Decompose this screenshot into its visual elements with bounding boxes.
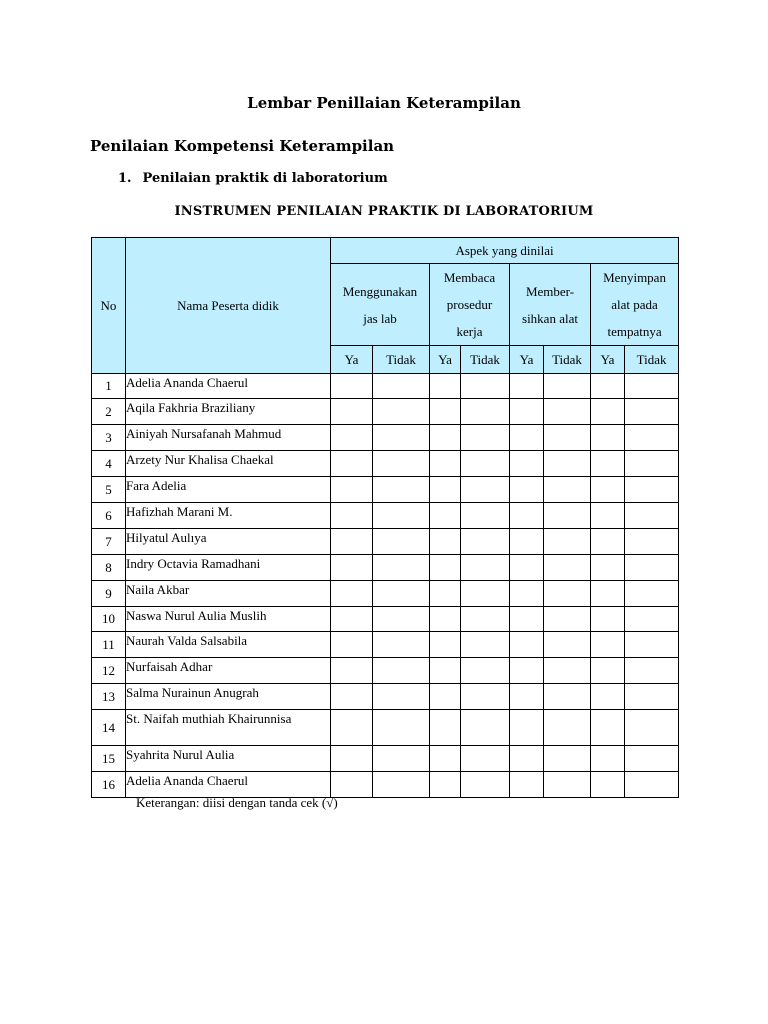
check-cell-tidak[interactable] <box>461 658 510 684</box>
check-cell-tidak[interactable] <box>544 529 591 555</box>
check-cell-ya[interactable] <box>510 425 544 451</box>
student-name: Aqila Fakhria Braziliany <box>126 399 331 425</box>
check-cell-ya[interactable] <box>510 746 544 772</box>
check-cell-ya[interactable] <box>591 477 625 503</box>
check-cell-ya[interactable] <box>331 503 373 529</box>
row-number: 11 <box>92 632 126 658</box>
check-cell-tidak[interactable] <box>461 477 510 503</box>
check-cell-tidak[interactable] <box>544 581 591 607</box>
check-cell-ya[interactable] <box>430 503 461 529</box>
aspect-label-line: sihkan alat <box>522 310 578 326</box>
table-row <box>92 684 679 710</box>
row-number: 10 <box>92 607 126 632</box>
check-cell-ya[interactable] <box>430 658 461 684</box>
table-row <box>92 374 679 399</box>
check-cell-ya[interactable] <box>331 451 373 477</box>
check-cell-tidak[interactable] <box>373 658 430 684</box>
student-name: Nurfaisah Adhar <box>126 658 331 684</box>
check-cell-tidak[interactable] <box>461 399 510 425</box>
check-cell-tidak[interactable] <box>625 374 679 399</box>
student-name: Adelia Ananda Chaerul <box>126 772 331 798</box>
aspect-label-line: alat pada <box>611 297 658 312</box>
check-cell-tidak[interactable] <box>373 555 430 581</box>
header-ya: Ya <box>591 346 625 374</box>
check-cell-tidak[interactable] <box>625 746 679 772</box>
check-cell-ya[interactable] <box>331 746 373 772</box>
header-no: No <box>92 238 126 374</box>
check-cell-ya[interactable] <box>331 632 373 658</box>
check-cell-ya[interactable] <box>430 632 461 658</box>
row-number: 7 <box>92 529 126 555</box>
table-row <box>92 503 679 529</box>
check-cell-tidak[interactable] <box>373 425 430 451</box>
check-cell-tidak[interactable] <box>625 772 679 798</box>
table-row <box>92 772 679 798</box>
check-cell-ya[interactable] <box>430 425 461 451</box>
check-cell-ya[interactable] <box>591 581 625 607</box>
aspect-label-line: jas lab <box>363 310 397 326</box>
row-number: 3 <box>92 425 126 451</box>
check-cell-ya[interactable] <box>331 399 373 425</box>
assessment-table <box>91 237 679 798</box>
check-cell-tidak[interactable] <box>544 710 591 746</box>
check-cell-tidak[interactable] <box>373 477 430 503</box>
aspect-label-line: kerja <box>456 324 483 339</box>
check-cell-tidak[interactable] <box>373 399 430 425</box>
row-number: 14 <box>92 710 126 746</box>
row-number: 6 <box>92 503 126 529</box>
aspect-label-line: Member- <box>525 283 575 299</box>
check-cell-ya[interactable] <box>591 503 625 529</box>
check-cell-tidak[interactable] <box>625 658 679 684</box>
check-cell-tidak[interactable] <box>544 374 591 399</box>
row-number: 1 <box>92 374 126 399</box>
check-cell-ya[interactable] <box>331 581 373 607</box>
check-cell-tidak[interactable] <box>625 684 679 710</box>
check-cell-ya[interactable] <box>510 374 544 399</box>
header-name: Nama Peserta didik <box>126 238 331 374</box>
note-text: Keterangan: diisi dengan tanda cek (√) <box>136 795 338 810</box>
check-cell-tidak[interactable] <box>544 632 591 658</box>
check-cell-tidak[interactable] <box>625 503 679 529</box>
row-number: 15 <box>92 746 126 772</box>
check-cell-tidak[interactable] <box>461 746 510 772</box>
check-cell-ya[interactable] <box>430 529 461 555</box>
table-row <box>92 477 679 503</box>
student-name: Adelia Ananda Chaerul <box>126 374 331 399</box>
aspect-label-line: Menyimpan <box>603 270 666 285</box>
table-row <box>92 746 679 772</box>
row-number: 12 <box>92 658 126 684</box>
check-cell-tidak[interactable] <box>461 555 510 581</box>
header-tidak: Tidak <box>461 346 510 374</box>
check-cell-ya[interactable] <box>331 607 373 632</box>
header-aspect: Aspek yang dinilai <box>331 238 679 264</box>
check-cell-ya[interactable] <box>591 425 625 451</box>
table-row <box>92 529 679 555</box>
student-name: Naurah Valda Salsabila <box>126 632 331 658</box>
row-number: 13 <box>92 684 126 710</box>
check-cell-ya[interactable] <box>510 581 544 607</box>
check-cell-tidak[interactable] <box>461 529 510 555</box>
check-cell-ya[interactable] <box>331 374 373 399</box>
check-cell-ya[interactable] <box>331 684 373 710</box>
check-cell-tidak[interactable] <box>373 746 430 772</box>
check-cell-tidak[interactable] <box>544 399 591 425</box>
check-cell-ya[interactable] <box>510 451 544 477</box>
check-cell-tidak[interactable] <box>544 772 591 798</box>
row-number: 4 <box>92 451 126 477</box>
check-cell-tidak[interactable] <box>373 503 430 529</box>
check-cell-tidak[interactable] <box>544 607 591 632</box>
row-number: 2 <box>92 399 126 425</box>
check-cell-tidak[interactable] <box>625 555 679 581</box>
header-ya: Ya <box>430 346 461 374</box>
aspect-label-line: Menggunakan <box>342 283 418 299</box>
check-cell-tidak[interactable] <box>461 581 510 607</box>
check-cell-ya[interactable] <box>591 772 625 798</box>
table-row <box>92 581 679 607</box>
table-row <box>92 555 679 581</box>
check-cell-tidak[interactable] <box>461 374 510 399</box>
check-cell-ya[interactable] <box>591 607 625 632</box>
check-cell-tidak[interactable] <box>461 451 510 477</box>
check-cell-tidak[interactable] <box>461 710 510 746</box>
page-title: Lembar Penillaian Keterampilan <box>247 94 521 112</box>
header-aspect-2 <box>430 264 510 346</box>
student-name: St. Naifah muthiah Khairunnisa <box>126 710 331 746</box>
header-aspect-3 <box>510 264 591 346</box>
table-row <box>92 658 679 684</box>
check-cell-tidak[interactable] <box>625 529 679 555</box>
table-row <box>92 451 679 477</box>
check-cell-tidak[interactable] <box>544 503 591 529</box>
row-number: 5 <box>92 477 126 503</box>
check-cell-tidak[interactable] <box>625 425 679 451</box>
check-cell-tidak[interactable] <box>544 684 591 710</box>
check-cell-ya[interactable] <box>430 746 461 772</box>
student-name: Arzety Nur Khalisa Chaekal <box>126 451 331 477</box>
list-item-number: 1. <box>118 171 132 186</box>
check-cell-tidak[interactable] <box>461 772 510 798</box>
header-tidak: Tidak <box>625 346 679 374</box>
check-cell-ya[interactable] <box>510 772 544 798</box>
check-cell-tidak[interactable] <box>461 607 510 632</box>
check-cell-ya[interactable] <box>510 710 544 746</box>
student-name: Indry Octavia Ramadhani <box>126 555 331 581</box>
student-name: Ainiyah Nursafanah Mahmud <box>126 425 331 451</box>
check-cell-ya[interactable] <box>430 684 461 710</box>
check-cell-tidak[interactable] <box>373 581 430 607</box>
check-cell-tidak[interactable] <box>625 399 679 425</box>
check-cell-tidak[interactable] <box>625 632 679 658</box>
table-row <box>92 710 679 746</box>
student-name: Fara Adelia <box>126 477 331 503</box>
header-ya: Ya <box>331 346 373 374</box>
header-ya: Ya <box>510 346 544 374</box>
aspect-label-line: tempatnya <box>607 324 662 339</box>
row-number: 9 <box>92 581 126 607</box>
check-cell-ya[interactable] <box>430 555 461 581</box>
check-cell-ya[interactable] <box>591 684 625 710</box>
check-cell-tidak[interactable] <box>625 607 679 632</box>
check-cell-ya[interactable] <box>510 632 544 658</box>
check-cell-ya[interactable] <box>430 451 461 477</box>
check-cell-ya[interactable] <box>510 503 544 529</box>
check-cell-ya[interactable] <box>591 451 625 477</box>
table-row <box>92 607 679 632</box>
check-cell-ya[interactable] <box>591 746 625 772</box>
header-tidak: Tidak <box>373 346 430 374</box>
check-cell-ya[interactable] <box>510 529 544 555</box>
student-name: Syahrita Nurul Aulia <box>126 746 331 772</box>
check-cell-ya[interactable] <box>510 658 544 684</box>
check-cell-ya[interactable] <box>331 658 373 684</box>
check-cell-ya[interactable] <box>331 425 373 451</box>
check-cell-ya[interactable] <box>591 658 625 684</box>
check-cell-ya[interactable] <box>430 772 461 798</box>
check-cell-tidak[interactable] <box>461 684 510 710</box>
student-name: Naswa Nurul Aulia Muslih <box>126 607 331 632</box>
row-number: 8 <box>92 555 126 581</box>
check-cell-ya[interactable] <box>331 477 373 503</box>
check-cell-ya[interactable] <box>510 399 544 425</box>
check-cell-tidak[interactable] <box>373 607 430 632</box>
student-name: Naila Akbar <box>126 581 331 607</box>
check-cell-tidak[interactable] <box>373 451 430 477</box>
check-cell-tidak[interactable] <box>544 746 591 772</box>
aspect-label-line: Membaca <box>443 270 496 285</box>
list-item-text: Penilaian praktik di laboratorium <box>142 171 388 186</box>
check-cell-tidak[interactable] <box>461 425 510 451</box>
row-number: 16 <box>92 772 126 798</box>
table-row <box>92 399 679 425</box>
aspect-label-line: prosedur <box>446 297 493 312</box>
check-cell-ya[interactable] <box>331 710 373 746</box>
check-cell-ya[interactable] <box>331 529 373 555</box>
check-cell-tidak[interactable] <box>544 425 591 451</box>
check-cell-ya[interactable] <box>510 607 544 632</box>
check-cell-ya[interactable] <box>510 555 544 581</box>
table-row <box>92 425 679 451</box>
check-cell-ya[interactable] <box>331 555 373 581</box>
check-cell-tidak[interactable] <box>373 529 430 555</box>
check-cell-tidak[interactable] <box>625 581 679 607</box>
check-cell-ya[interactable] <box>510 477 544 503</box>
check-cell-ya[interactable] <box>430 710 461 746</box>
section-heading: Penilaian Kompetensi Keterampilan <box>90 137 395 155</box>
header-tidak: Tidak <box>544 346 591 374</box>
check-cell-tidak[interactable] <box>544 477 591 503</box>
check-cell-ya[interactable] <box>591 710 625 746</box>
check-cell-tidak[interactable] <box>461 632 510 658</box>
list-item <box>118 171 388 186</box>
check-cell-tidak[interactable] <box>373 684 430 710</box>
instrument-title: INSTRUMEN PENILAIAN PRAKTIK DI LABORATORIUM <box>174 204 594 219</box>
check-cell-tidak[interactable] <box>373 710 430 746</box>
check-cell-tidak[interactable] <box>625 710 679 746</box>
check-cell-ya[interactable] <box>591 632 625 658</box>
check-cell-tidak[interactable] <box>625 451 679 477</box>
table-row <box>92 632 679 658</box>
check-cell-ya[interactable] <box>591 529 625 555</box>
check-cell-tidak[interactable] <box>544 658 591 684</box>
check-cell-ya[interactable] <box>430 399 461 425</box>
check-cell-tidak[interactable] <box>461 503 510 529</box>
check-cell-ya[interactable] <box>430 581 461 607</box>
check-cell-tidak[interactable] <box>544 555 591 581</box>
header-aspect-4 <box>591 264 679 346</box>
check-cell-ya[interactable] <box>591 399 625 425</box>
check-cell-tidak[interactable] <box>373 632 430 658</box>
check-cell-ya[interactable] <box>591 374 625 399</box>
student-name: Salma Nurainun Anugrah <box>126 684 331 710</box>
check-cell-ya[interactable] <box>510 684 544 710</box>
check-cell-ya[interactable] <box>430 607 461 632</box>
student-name: Hafizhah Marani M. <box>126 503 331 529</box>
check-cell-tidak[interactable] <box>373 374 430 399</box>
check-cell-tidak[interactable] <box>373 772 430 798</box>
header-aspect-1 <box>331 264 430 346</box>
check-cell-tidak[interactable] <box>625 477 679 503</box>
check-cell-ya[interactable] <box>591 555 625 581</box>
student-name: Hilyatul Aulıya <box>126 529 331 555</box>
check-cell-ya[interactable] <box>430 374 461 399</box>
check-cell-ya[interactable] <box>331 772 373 798</box>
check-cell-tidak[interactable] <box>544 451 591 477</box>
check-cell-ya[interactable] <box>430 477 461 503</box>
